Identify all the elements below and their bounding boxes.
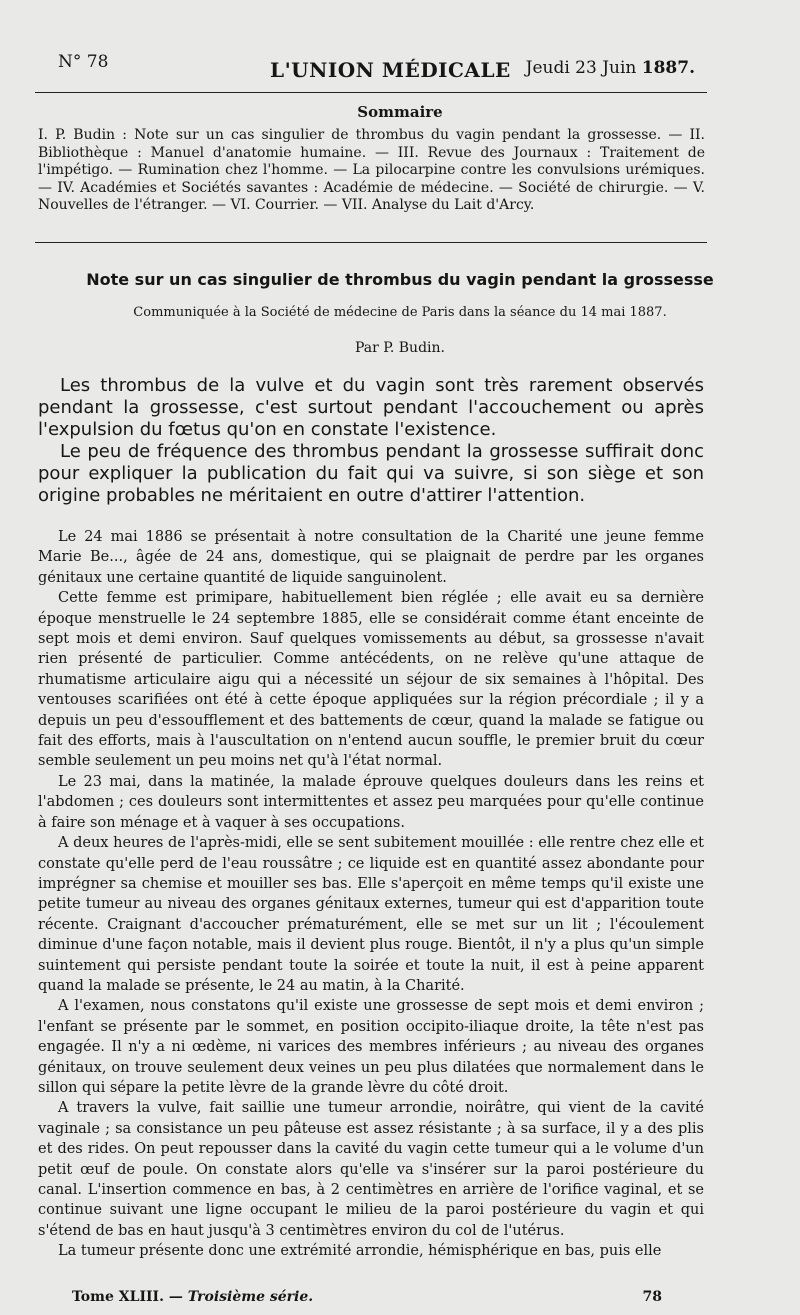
article-body — [38, 527, 704, 1262]
body-paragraph: Cette femme est primipare, habituellement bien réglée ; elle avait eu sa dernière époque menstruelle le 24 septembre 1885, elle se considérait comme étant enceinte de sept mois et demi environ. Sauf quelques vomissements au début, sa grossesse n'avait rien présenté de particulier. Comme antécédents, on ne relève qu'une attaque de rhumatisme articulaire aigu qui a nécessité un séjour de six semaines à l'hôpital. Des ventouses scarifiées ont été à cette époque appliquées sur la région précordiale ; il y a depuis un peu d'essoufflement et des battements de cœur, quand la malade se fatigue ou fait des efforts, mais à l'auscultation on n'entend aucun souffle, le premier bruit du cœur semble seulement un peu moins net qu'à l'état normal. — [38, 590, 704, 770]
article-communication: Communiquée à la Société de médecine de Paris dans la séance du 14 mai 1887. — [133, 305, 667, 320]
volume-label: Tome XLIII. — [72, 1289, 164, 1305]
body-paragraph: A deux heures de l'après-midi, elle se sent subitement mouillée : elle rentre chez elle et constate qu'elle perd de l'eau roussâtre ; ce liquide est en quantité assez abondante pour imprégner sa chemise et mouiller ses bas. Elle s'aperçoit en même temps qu'il existe une petite tumeur au niveau des organes génitaux externes, tumeur qui est d'apparition toute récente. Craignant d'accoucher prématurément, elle se met sur un lit ; l'écoulement diminue d'une façon notable, mais il devient plus rouge. Bientôt, il n'y a plus qu'un simple suintement qui persiste pendant toute la soirée et toute la nuit, il est à peine apparent quand la malade se présente, le 24 au matin, à la Charité. — [38, 835, 704, 994]
body-paragraph: Le 24 mai 1886 se présentait à notre consultation de la Charité une jeune femme Marie Be..., âgée de 24 ans, domestique, qui se plaignait de perdre par les organes génitaux une certaine quantité de liquide sanguinolent. — [38, 529, 704, 586]
article-title: Note sur un cas singulier de thrombus du vagin pendant la grossesse — [86, 270, 714, 289]
lead-paragraph: Le peu de fréquence des thrombus pendant la grossesse suffirait donc pour expliquer la publication du fait qui va suivre, si son siège et son origine probables ne méritaient en outre d'attirer l'attention. — [38, 441, 704, 506]
issue-date — [526, 58, 695, 78]
body-paragraph: Le 23 mai, dans la matinée, la malade éprouve quelques douleurs dans les reins et l'abdomen ; ces douleurs sont intermittentes et assez peu marquées pour qu'elle continue à faire son ménage et à vaquer à ses occupations. — [38, 773, 704, 831]
page-number: 78 — [642, 1289, 662, 1305]
body-paragraph: La tumeur présente donc une extrémité arrondie, hémisphérique en bas, puis elle — [58, 1243, 662, 1260]
lead-section — [38, 375, 704, 507]
issue-number: N° 78 — [58, 52, 109, 72]
date-text: Jeudi 23 Juin — [525, 58, 637, 78]
sommaire-block — [38, 127, 705, 215]
series-label: — Troisième série. — [168, 1289, 314, 1305]
page-footer — [72, 1289, 662, 1311]
header-rule — [35, 92, 707, 93]
article-author: Par P. Budin. — [355, 340, 445, 356]
body-paragraph: A l'examen, nous constatons qu'il existe une grossesse de sept mois et demi environ ; l'enfant se présente par le sommet, en position occipito-iliaque droite, la tête n'est pas engagée. Il n'y a ni œdème, ni varices des membres inférieurs ; au niveau des organes génitaux, on trouve seulement deux veines un peu plus dilatées que normalement dans le sillon qui sépare la petite lèvre de la grande lèvre du côté droit. — [38, 998, 704, 1096]
section-rule — [35, 242, 707, 243]
journal-title: L'UNION MÉDICALE — [270, 58, 511, 82]
sommaire-text: I. P. Budin : Note sur un cas singulier de thrombus du vagin pendant la grossesse. — II. Bibliothèque : Manuel d'anatomie humaine. — III. Revue des Journaux : Traitement de l'impétigo. — Rumination chez l'homme. — La pilocarpine contre les convulsions urémiques. — IV. Académies et Sociétés savantes : Académie de médecine. — Société de chirurgie. — V. Nouvelles de l'étranger. — VI. Courrier. — VII. Analyse du Lait d'Arcy. — [38, 127, 705, 213]
body-paragraph: A travers la vulve, fait saillie une tumeur arrondie, noirâtre, qui vient de la cavité vaginale ; sa consistance un peu pâteuse est assez résistante ; à sa surface, il y a des plis et des rides. On peut repousser dans la cavité du vagin cette tumeur qui a le volume d'un petit œuf de poule. On constate alors qu'elle va s'insérer sur la paroi postérieure du canal. L'insertion commence en bas, à 2 centimètres en arrière de l'orifice vaginal, et se continue suivant une ligne occupant le milieu de la paroi postérieure du vagin et qui s'étend de bas en haut jusqu'à 3 centimètres environ du col de l'utérus. — [38, 1100, 704, 1239]
page-header — [55, 48, 695, 88]
issue-year: 1887. — [641, 58, 695, 78]
sommaire-title: Sommaire — [357, 103, 443, 121]
lead-paragraph: Les thrombus de la vulve et du vagin sont très rarement observés pendant la grossesse, c'est surtout pendant l'accouchement ou après l'expulsion du fœtus qu'on en constate l'existence. — [38, 375, 704, 440]
footer-volume — [72, 1289, 313, 1305]
